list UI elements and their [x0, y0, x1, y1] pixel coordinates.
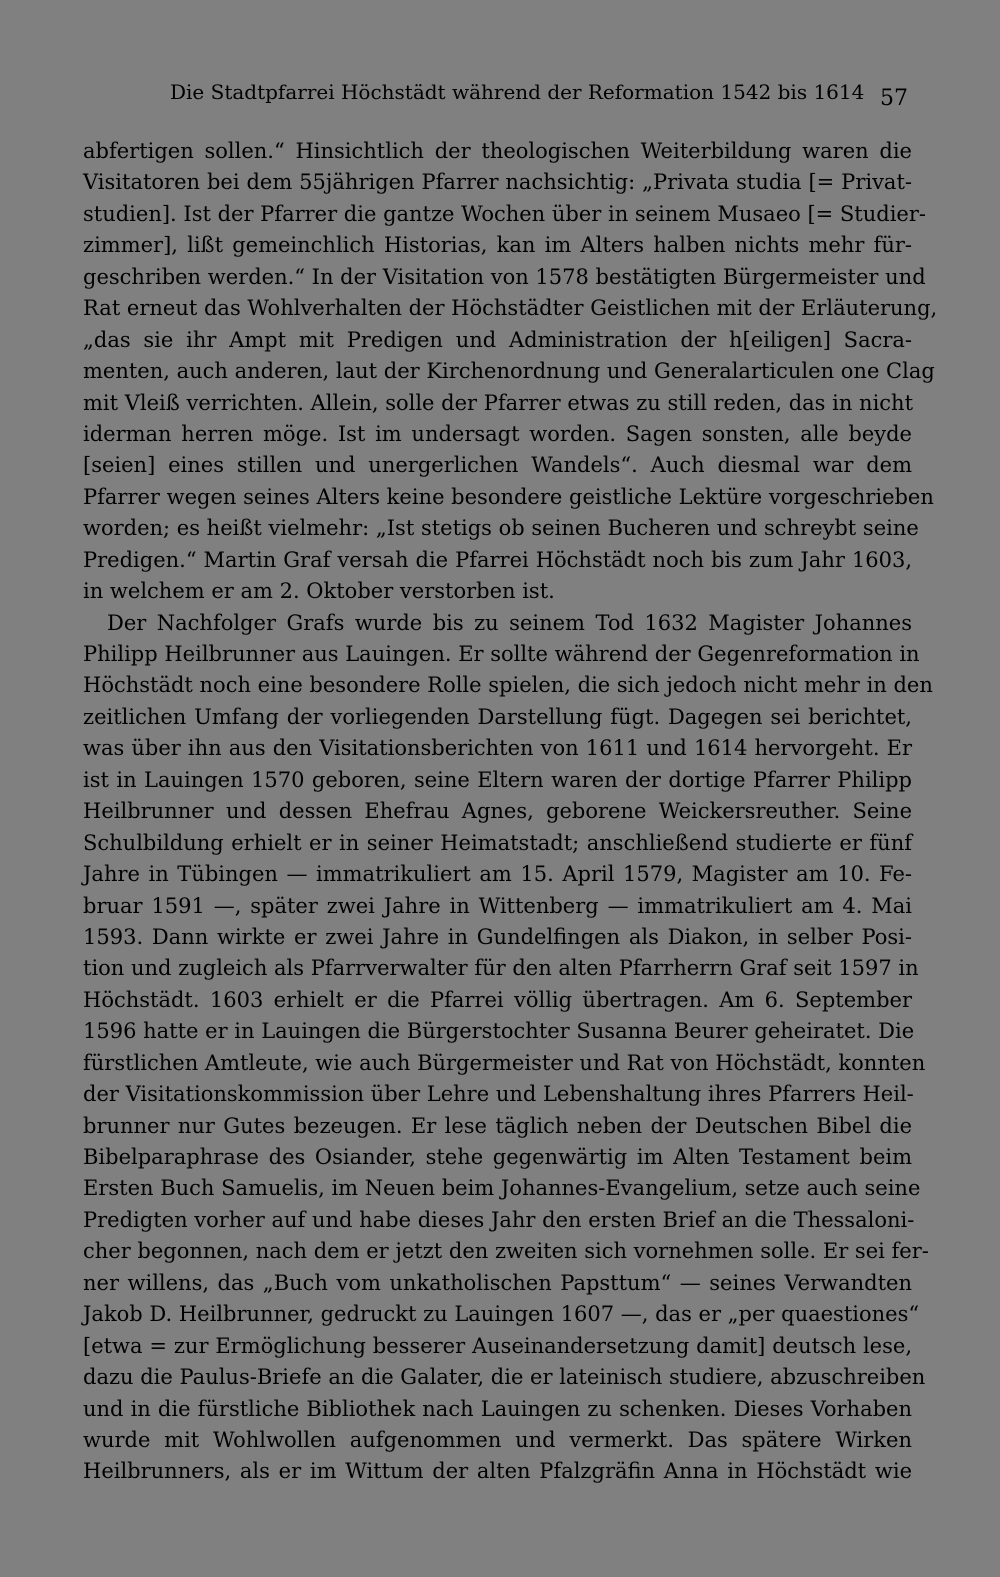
- text-line: abfertigen sollen.“ Hinsichtlich der theologischen Weiterbildung waren die: [83, 139, 912, 163]
- text-line: fürstlichen Amtleute, wie auch Bürgermeister und Rat von Höchstädt, konnten: [83, 1050, 926, 1075]
- text-line: Schulbildung erhielt er in seiner Heimatstadt; anschließend studierte er fünf: [83, 830, 912, 855]
- text-line: Visitatoren bei dem 55jährigen Pfarrer nachsichtig: „Privata studia [= Privat-: [83, 170, 912, 195]
- text-line: [seien] eines stillen und unergerlichen Wandels“. Auch diesmal war dem: [83, 453, 912, 478]
- text-line: ner willens, das „Buch vom unkatholischen Papsttum“ — seines Verwandten: [83, 1270, 912, 1295]
- text-line: iderman herren möge. Ist im undersagt worden. Sagen sonsten, alle beyde: [83, 421, 912, 446]
- text-line: 1596 hatte er in Lauingen die Bürgerstochter Susanna Beurer geheiratet. Die: [83, 1019, 915, 1044]
- text-line: Heilbrunners, als er im Wittum der alten Pfalzgräfin Anna in Höchstädt wie: [83, 1459, 912, 1484]
- text-line: ist in Lauingen 1570 geboren, seine Eltern waren der dortige Pfarrer Philipp: [83, 767, 912, 792]
- text-line: wurde mit Wohlwollen aufgenommen und vermerkt. Das spätere Wirken: [83, 1427, 912, 1452]
- text-line: Philipp Heilbrunner aus Lauingen. Er sollte während der Gegenreformation in: [83, 642, 920, 666]
- text-line: dazu die Paulus-Briefe an die Galater, die er lateinisch studiere, abzuschreiben: [83, 1365, 926, 1390]
- text-line: brunner nur Gutes bezeugen. Er lese täglich neben der Deutschen Bibel die: [83, 1113, 912, 1138]
- text-line: Pfarrer wegen seines Alters keine besondere geistliche Lektüre vorgeschrieben: [83, 484, 934, 509]
- text-line: cher begonnen, nach dem er jetzt den zweiten sich vornehmen solle. Er sei fer-: [83, 1239, 929, 1264]
- body-text: [83, 136, 938, 1488]
- text-line: mit Vleiß verrichten. Allein, solle der Pfarrer etwas zu still reden, das in nicht: [83, 390, 914, 415]
- running-title: Die Stadtpfarrei Höchstädt während der Reformation 1542 bis 1614: [170, 80, 865, 104]
- text-line: zeitlichen Umfang der vorliegenden Darstellung fügt. Dagegen sei berichtet,: [83, 704, 912, 729]
- text-line: in welchem er am 2. Oktober verstorben ist.: [83, 579, 555, 604]
- text-line: tion und zugleich als Pfarrverwalter für den alten Pfarrherrn Graf seit 1597 in: [83, 956, 919, 981]
- text-line: worden; es heißt vielmehr: „Ist stetigs ob seinen Bucheren und schreybt seine: [83, 516, 919, 541]
- text-line: was über ihn aus den Visitationsberichten von 1611 und 1614 hervorgeht. Er: [83, 736, 912, 761]
- running-head: [170, 80, 910, 112]
- text-line: Rat erneut das Wohlverhalten der Höchstädter Geistlichen mit der Erläuterung,: [83, 296, 938, 321]
- text-line: Ersten Buch Samuelis, im Neuen beim Johannes-Evangelium, setze auch seine: [83, 1176, 921, 1201]
- paragraph: [83, 608, 933, 1488]
- text-line: Predigten vorher auf und habe dieses Jahr den ersten Brief an die Thessaloni-: [83, 1207, 915, 1232]
- paragraph: [83, 136, 938, 608]
- text-line: Jakob D. Heilbrunner, gedruckt zu Lauingen 1607 —, das er „per quaestiones“: [83, 1302, 920, 1327]
- text-line: menten, auch anderen, laut der Kirchenordnung und Generalarticulen one Clag: [83, 359, 935, 384]
- text-line: „das sie ihr Ampt mit Predigen und Administration der h[eiligen] Sacra-: [83, 327, 912, 352]
- text-line: der Visitationskommission über Lehre und Lebenshaltung ihres Pfarrers Heil-: [83, 1082, 914, 1107]
- text-line: und in die fürstliche Bibliothek nach Lauingen zu schenken. Dieses Vorhaben: [83, 1396, 912, 1421]
- text-line: 1593. Dann wirkte er zwei Jahre in Gundelfingen als Diakon, in selber Posi-: [83, 924, 912, 949]
- text-line: Heilbrunner und dessen Ehefrau Agnes, geborene Weickersreuther. Seine: [83, 799, 912, 824]
- text-line: Predigen.“ Martin Graf versah die Pfarrei Höchstädt noch bis zum Jahr 1603,: [83, 547, 912, 572]
- text-line: Bibelparaphrase des Osiander, stehe gegenwärtig im Alten Testament beim: [83, 1145, 912, 1169]
- text-line: bruar 1591 —, später zwei Jahre in Wittenberg — immatrikuliert am 4. Mai: [83, 893, 912, 918]
- text-line: [etwa = zur Ermöglichung besserer Auseinandersetzung damit] deutsch lese,: [83, 1333, 912, 1358]
- text-line: Höchstädt noch eine besondere Rolle spielen, die sich jedoch nicht mehr in den: [83, 673, 933, 698]
- text-line: Höchstädt. 1603 erhielt er die Pfarrei völlig übertragen. Am 6. September: [83, 987, 912, 1012]
- text-line: Jahre in Tübingen — immatrikuliert am 15. April 1579, Magister am 10. Fe-: [83, 862, 912, 887]
- text-line: Der Nachfolger Grafs wurde bis zu seinem Tod 1632 Magister Johannes: [107, 610, 912, 635]
- text-line: studien]. Ist der Pfarrer die gantze Wochen über in seinem Musaeo [= Studier-: [83, 201, 926, 226]
- text-line: zimmer], lißt gemeinchlich Historias, kan im Alters halben nichts mehr für-: [83, 233, 912, 258]
- text-line: geschriben werden.“ In der Visitation von 1578 bestätigten Bürgermeister und: [83, 264, 926, 289]
- page-number: 57: [880, 86, 908, 111]
